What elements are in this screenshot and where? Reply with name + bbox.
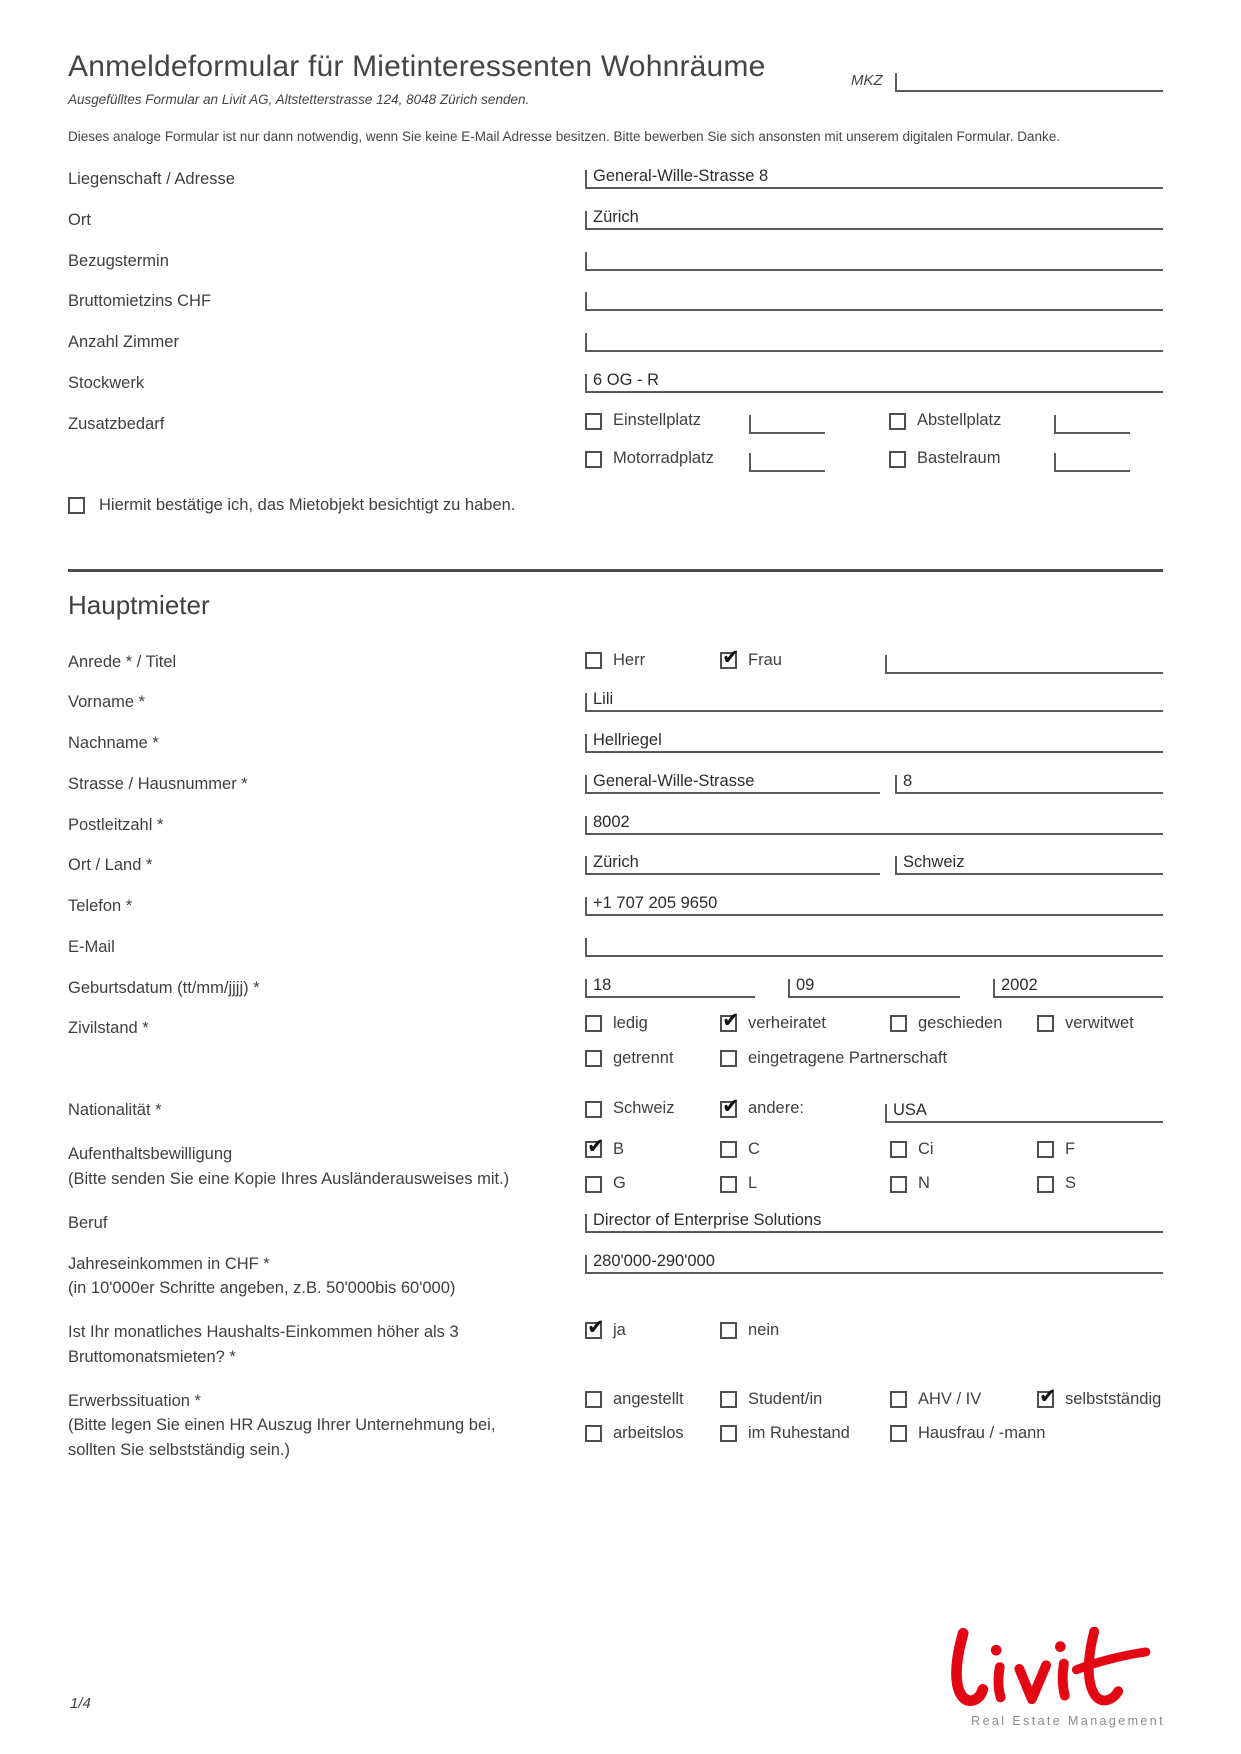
geburtstag-input[interactable]: 18 [585, 973, 755, 998]
mkz-label: MKZ [851, 72, 883, 89]
hausnummer-input[interactable]: 8 [895, 769, 1163, 794]
analog-form-note: Dieses analoge Formular ist nur dann notwendig, wenn Sie keine E-Mail Adresse besitzen. Bitte bewerben Sie sich ansonsten mit unserem digitalen Formular. Danke. [68, 129, 1061, 144]
aufenthaltsbewilligung-note: (Bitte senden Sie eine Kopie Ihres Ausländerausweises mit.) [68, 1169, 510, 1188]
liegenschaft-input[interactable]: General-Wille-Strasse 8 [585, 164, 1163, 189]
field-row-zusatzbedarf [68, 409, 1163, 472]
bastelraum-count-input[interactable] [1054, 447, 1130, 472]
checkbox-ahv-iv[interactable] [890, 1391, 907, 1408]
option-verheiratet[interactable] [720, 1009, 890, 1034]
andere-nationalitaet-input[interactable]: USA [885, 1098, 1163, 1123]
nachname-input[interactable]: Hellriegel [585, 728, 1163, 753]
option-label: Herr [613, 650, 646, 669]
option-permit-l[interactable] [720, 1173, 890, 1194]
option-label: selbstständig [1065, 1389, 1162, 1408]
erwerbssituation-options [585, 1384, 1163, 1445]
haushaltseinkommen-options [585, 1316, 1163, 1341]
check-mark: ✔ [722, 1009, 740, 1033]
option-label: Schweiz [613, 1099, 675, 1118]
option-label: arbeitslos [613, 1423, 684, 1442]
checkbox-selbststaendig[interactable] [1037, 1384, 1057, 1408]
field-row-liegenschaft [68, 164, 1163, 192]
option-label: ledig [613, 1014, 648, 1033]
checkbox-herr[interactable] [585, 652, 602, 669]
option-label: Frau [748, 650, 782, 669]
option-eingetragene-partnerschaft[interactable] [720, 1048, 1163, 1069]
ort-land-fields [585, 850, 1163, 878]
field-row-stockwerk [68, 368, 1163, 396]
object-section [68, 164, 1163, 1463]
check-mark: ✔ [587, 1316, 605, 1340]
option-label: B [613, 1139, 625, 1158]
vorname-input[interactable]: Lili [585, 687, 1163, 712]
field-row-strasse [68, 769, 1163, 797]
zusatzbedarf-options [585, 409, 1163, 472]
option-nein[interactable] [720, 1320, 1163, 1341]
page-header [68, 50, 1163, 107]
option-label: F [1065, 1139, 1076, 1158]
field-label: Zivilstand * [68, 1019, 149, 1038]
option-label: Einstellplatz [613, 411, 702, 430]
erwerbssituation-note: (Bitte legen Sie einen HR Auszug Ihrer Unternehmung bei, sollten Sie selbstständig sein.) [68, 1416, 496, 1459]
checkbox-student[interactable] [720, 1391, 737, 1408]
option-label: Student/in [748, 1389, 823, 1408]
field-label: Postleitzahl * [68, 815, 164, 834]
option-abstellplatz[interactable] [889, 410, 1054, 431]
option-label: N [918, 1174, 930, 1193]
option-label: eingetragene Partnerschaft [748, 1048, 948, 1067]
checkbox-permit-b[interactable] [585, 1135, 605, 1159]
checkbox-einstellplatz[interactable] [585, 413, 602, 430]
field-label: Liegenschaft / Adresse [68, 170, 235, 188]
option-getrennt[interactable] [585, 1048, 720, 1069]
checkbox-permit-g[interactable] [585, 1176, 602, 1193]
page-number: 1/4 [70, 1695, 91, 1712]
telefon-input[interactable]: +1 707 205 9650 [585, 891, 1163, 916]
field-label: Strasse / Hausnummer * [68, 774, 248, 793]
checkbox-motorradplatz[interactable] [585, 451, 602, 468]
option-ahv-iv[interactable] [890, 1389, 1037, 1410]
checkbox-permit-ci[interactable] [890, 1141, 907, 1158]
field-row-geburtsdatum [68, 973, 1163, 1001]
field-row-bruttomietzins [68, 286, 1163, 314]
option-label: G [613, 1174, 626, 1193]
option-motorradplatz[interactable] [585, 448, 749, 469]
field-row-zivilstand [68, 1009, 1163, 1069]
checkbox-andere[interactable] [720, 1094, 740, 1118]
bewilligung-options [585, 1135, 1163, 1195]
bewilligung-row-1 [585, 1135, 1163, 1160]
option-label: L [748, 1174, 758, 1193]
strasse-input[interactable]: General-Wille-Strasse [585, 769, 880, 794]
option-permit-n[interactable] [890, 1173, 1037, 1194]
einstellplatz-count-input[interactable] [749, 409, 825, 434]
jahreseinkommen-input[interactable]: 280'000-290'000 [585, 1249, 1163, 1274]
checkbox-schweiz[interactable] [585, 1101, 602, 1118]
checkbox-arbeitslos[interactable] [585, 1425, 602, 1442]
field-row-beruf [68, 1208, 1163, 1236]
jahreseinkommen-label: Jahreseinkommen in CHF * [68, 1254, 270, 1273]
anrede-options [585, 647, 1163, 675]
option-permit-c[interactable] [720, 1139, 890, 1160]
zivilstand-options [585, 1009, 1163, 1069]
field-row-postleitzahl [68, 810, 1163, 838]
option-label: andere: [748, 1099, 804, 1118]
option-label: getrennt [613, 1048, 674, 1067]
bruttomietzins-input[interactable] [585, 286, 1163, 311]
mkz-input[interactable] [895, 66, 1163, 92]
besichtigt-confirmation [68, 496, 1163, 515]
field-label: Telefon * [68, 897, 133, 915]
checkbox-eingetragene-partnerschaft[interactable] [720, 1050, 737, 1067]
checkbox-permit-f[interactable] [1037, 1141, 1054, 1158]
checkbox-permit-n[interactable] [890, 1176, 907, 1193]
option-label: Abstellplatz [917, 411, 1002, 430]
stockwerk-input[interactable]: 6 OG - R [585, 368, 1163, 393]
field-label: Zusatzbedarf [68, 414, 165, 433]
option-geschieden[interactable] [890, 1013, 1037, 1034]
field-label: Vorname * [68, 693, 146, 712]
zivilstand-row-1 [585, 1009, 1163, 1034]
option-permit-b[interactable] [585, 1135, 720, 1160]
field-label [68, 1249, 585, 1302]
postleitzahl-input[interactable]: 8002 [585, 810, 1163, 835]
field-label: Anrede * / Titel [68, 652, 177, 671]
option-label: im Ruhestand [748, 1423, 850, 1442]
option-label: angestellt [613, 1389, 684, 1408]
checkbox-permit-s[interactable] [1037, 1176, 1054, 1193]
erwerbssituation-row-1 [585, 1384, 1163, 1410]
ort-input[interactable]: Zürich [585, 205, 1163, 230]
motorradplatz-count-input[interactable] [749, 447, 825, 472]
zusatzbedarf-row-1 [585, 409, 1163, 434]
option-selbststaendig[interactable] [1037, 1384, 1163, 1410]
checkbox-geschieden[interactable] [890, 1015, 907, 1032]
option-verwitwet[interactable] [1037, 1013, 1163, 1034]
besichtigt-label: Hiermit bestätige ich, das Mietobjekt besichtigt zu haben. [99, 495, 516, 514]
field-row-erwerbssituation [68, 1386, 1163, 1463]
field-row-jahreseinkommen [68, 1249, 1163, 1302]
erwerbssituation-label: Erwerbssituation * [68, 1391, 201, 1410]
field-row-nationalitaet [68, 1095, 1163, 1123]
field-label: Nationalität * [68, 1101, 162, 1120]
field-label: Beruf [68, 1213, 108, 1232]
logo-tagline: Real Estate Management [971, 1714, 1165, 1728]
option-label: verwitwet [1065, 1014, 1134, 1033]
option-ledig[interactable] [585, 1013, 720, 1034]
erwerbssituation-row-2 [585, 1423, 1163, 1444]
livit-logo [945, 1627, 1165, 1728]
option-permit-g[interactable] [585, 1173, 720, 1194]
option-schweiz[interactable] [585, 1098, 720, 1119]
livit-logo-icon [945, 1627, 1165, 1709]
bewilligung-row-2 [585, 1173, 1163, 1194]
wohnort-input[interactable]: Zürich [585, 850, 880, 875]
geburtsdatum-fields [585, 973, 1163, 1001]
field-row-nachname [68, 728, 1163, 756]
geburtsmonat-input[interactable]: 09 [788, 973, 960, 998]
aufenthaltsbewilligung-label: Aufenthaltsbewilligung [68, 1144, 233, 1163]
geburtsjahr-input[interactable]: 2002 [993, 973, 1163, 998]
option-angestellt[interactable] [585, 1389, 720, 1410]
checkbox-frau[interactable] [720, 645, 740, 669]
check-mark: ✔ [1039, 1384, 1057, 1408]
option-label: S [1065, 1174, 1077, 1193]
field-label [68, 1386, 585, 1463]
option-herr[interactable] [585, 650, 720, 671]
field-row-bezugstermin [68, 246, 1163, 274]
checkbox-getrennt[interactable] [585, 1050, 602, 1067]
field-row-aufenthaltsbewilligung [68, 1135, 1163, 1195]
option-arbeitslos[interactable] [585, 1423, 720, 1444]
field-row-vorname [68, 687, 1163, 715]
option-bastelraum[interactable] [889, 448, 1054, 469]
mkz-field [851, 66, 1163, 92]
titel-input[interactable] [885, 649, 1163, 674]
option-label: Hausfrau / -mann [918, 1423, 1046, 1442]
option-permit-f[interactable] [1037, 1139, 1163, 1160]
checkbox-im-ruhestand[interactable] [720, 1425, 737, 1442]
header-titles [68, 50, 766, 107]
page-subtitle: Ausgefülltes Formular an Livit AG, Altstetterstrasse 124, 8048 Zürich senden. [68, 92, 530, 107]
abstellplatz-count-input[interactable] [1054, 409, 1130, 434]
checkbox-hausfrau-mann[interactable] [890, 1425, 907, 1442]
field-row-anrede [68, 647, 1163, 675]
land-input[interactable]: Schweiz [895, 850, 1163, 875]
beruf-input[interactable]: Director of Enterprise Solutions [585, 1208, 1163, 1233]
hauptmieter-heading: Hauptmieter [68, 589, 210, 620]
option-label: C [748, 1139, 760, 1158]
option-label: AHV / IV [918, 1389, 982, 1408]
field-row-telefon [68, 891, 1163, 919]
option-andere[interactable] [720, 1094, 885, 1119]
anzahl-zimmer-input[interactable] [585, 327, 1163, 352]
checkbox-verwitwet[interactable] [1037, 1015, 1054, 1032]
section-divider [68, 569, 1163, 572]
checkbox-besichtigt[interactable] [68, 497, 85, 514]
field-label: Bruttomietzins CHF [68, 292, 212, 311]
option-ja[interactable] [585, 1316, 720, 1341]
zusatzbedarf-row-2 [585, 447, 1163, 472]
option-label: Motorradplatz [613, 449, 714, 468]
check-mark: ✔ [587, 1135, 605, 1159]
email-input[interactable] [585, 932, 1163, 957]
option-label: Ci [918, 1139, 934, 1158]
checkbox-nein[interactable] [720, 1322, 737, 1339]
option-label: nein [748, 1321, 780, 1339]
field-label: Stockwerk [68, 373, 145, 392]
option-einstellplatz[interactable] [585, 410, 749, 431]
field-label: Ort / Land * [68, 856, 153, 875]
checkbox-ledig[interactable] [585, 1015, 602, 1032]
page-title: Anmeldeformular für Mietinteressenten Wohnräume [68, 50, 766, 83]
field-label [68, 1139, 585, 1195]
field-row-haushaltseinkommen [68, 1317, 1163, 1370]
jahreseinkommen-note: (in 10'000er Schritte angeben, z.B. 50'000bis 60'000) [68, 1279, 456, 1298]
option-label: geschieden [918, 1014, 1003, 1033]
checkbox-ja[interactable] [585, 1316, 605, 1340]
checkbox-angestellt[interactable] [585, 1391, 602, 1408]
field-row-ort-land [68, 850, 1163, 878]
checkbox-verheiratet[interactable] [720, 1009, 740, 1033]
option-label: Bastelraum [917, 449, 1001, 468]
zivilstand-row-2 [585, 1048, 1163, 1069]
field-label: Ist Ihr monatliches Haushalts-Einkommen höher als 3 Bruttomonatsmieten? * [68, 1323, 459, 1366]
field-label: Anzahl Zimmer [68, 333, 179, 351]
checkbox-abstellplatz[interactable] [889, 413, 906, 430]
checkbox-bastelraum[interactable] [889, 451, 906, 468]
option-frau[interactable] [720, 645, 885, 671]
strasse-hausnummer-fields [585, 769, 1163, 797]
bezugstermin-input[interactable] [585, 246, 1163, 271]
field-label: Ort [68, 210, 91, 229]
option-hausfrau-mann[interactable] [890, 1423, 1163, 1444]
field-label: Nachname * [68, 734, 159, 752]
field-label: Geburtsdatum (tt/mm/jjjj) * [68, 978, 260, 997]
check-mark: ✔ [722, 1094, 740, 1118]
field-row-anzahl-zimmer [68, 327, 1163, 355]
checkbox-permit-l[interactable] [720, 1176, 737, 1193]
check-mark: ✔ [722, 645, 740, 669]
nationalitaet-options [585, 1095, 1163, 1123]
field-label: Bezugstermin [68, 251, 169, 270]
field-label: E-Mail [68, 937, 115, 956]
checkbox-permit-c[interactable] [720, 1141, 737, 1158]
option-permit-s[interactable] [1037, 1173, 1163, 1194]
field-row-ort [68, 205, 1163, 233]
option-label: ja [613, 1321, 626, 1339]
option-permit-ci[interactable] [890, 1139, 1037, 1160]
option-label: verheiratet [748, 1014, 826, 1033]
option-im-ruhestand[interactable] [720, 1423, 890, 1444]
field-row-email [68, 932, 1163, 960]
option-student[interactable] [720, 1389, 890, 1410]
